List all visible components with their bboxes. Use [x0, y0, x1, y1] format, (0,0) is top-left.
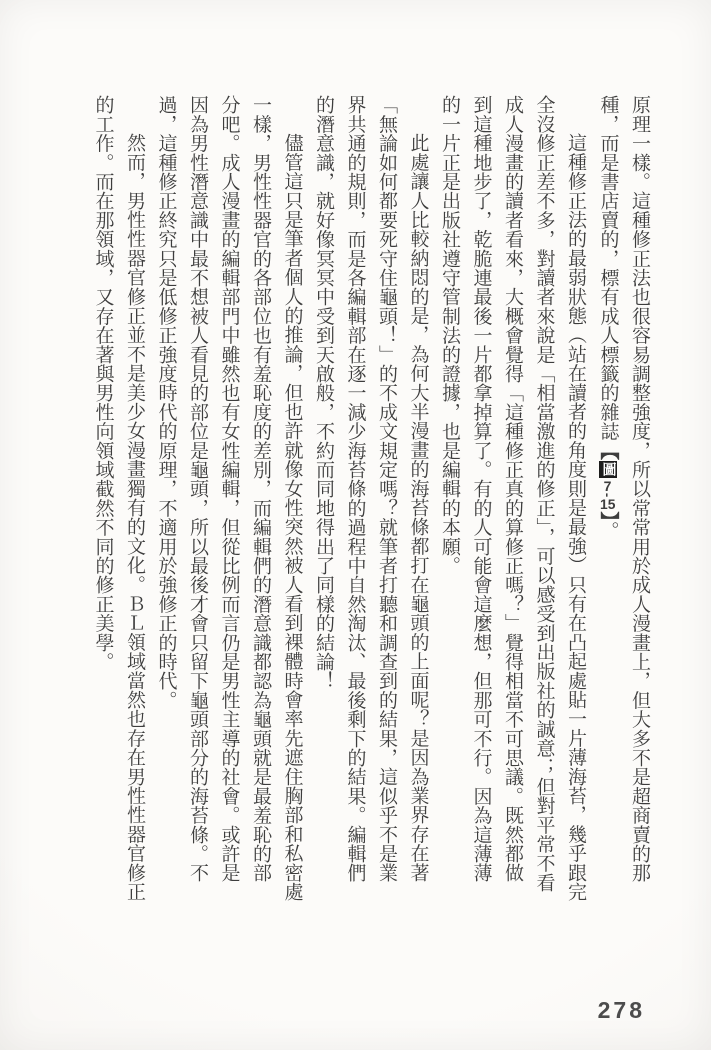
- figure-glyph: 圖: [600, 461, 616, 476]
- body-text: [87, 95, 655, 901]
- figure-number-minor: 15: [600, 497, 616, 512]
- paragraph: 這種修正法的最弱狀態（站在讀者的角度則是最強）只有在凸起處貼一片薄海苔，幾乎跟完全沒修正差不多，對讀者來說是「相當激進的修正」，可以感受到出版社的誠意；但對平常不看成人漫畫的讀者看來，大概會覺得「這種修正真的算修正嗎？」覺得相當不可思議。既然都做到這種地步了，乾脆連最後一片都拿掉算了。有的人可能會這麼想，但那可不行。因為這薄薄的一片正是出版社遵守管制法的證據，也是編輯的本願。: [439, 95, 586, 901]
- figure-ref-bracket-close: 】: [597, 511, 619, 521]
- figure-number-major: 7: [603, 478, 612, 493]
- paragraph: 原理一樣。這種修正法也很容易調整強度，所以常常用於成人漫畫上，但大多不是超商賣的那種，而是書店賣的，標有成人標籤的雜誌【圖7-15】。: [597, 95, 650, 883]
- figure-ref-bracket-open: 【: [597, 440, 619, 460]
- paragraph: 此處讓人比較納悶的是，為何大半漫畫的海苔條都打在龜頭的上面呢？是因為業界存在著「無論如何都要死守住龜頭！」的不成文規定嗎？就筆者打聽和調查到的結果，這似乎不是業界共通的規則，而是各編輯部在逐一減少海苔條的過程中自然淘汰、最後剩下的結果。編輯們的潛意識，就好像冥冥中受到天啟般，不約而同地得出了同樣的結論！: [313, 95, 429, 883]
- figure-number-dash: -: [600, 492, 616, 498]
- page-number: 278: [597, 997, 645, 1023]
- paragraph: 然而，男性性器官修正並不是美少女漫畫獨有的文化。ＢＬ領域當然也存在男性性器官修正的工作。而在那領域，又存在著與男性向領域截然不同的修正美學。: [92, 95, 145, 901]
- paragraph: 儘管這只是筆者個人的推論，但也許就像女性突然被人看到裸體時會率先遮住胸部和私密處一樣，男性性器官的各部位也有羞恥度的差別，而編輯們的潛意識都認為龜頭就是最羞恥的部分吧。成人漫畫的編輯部門中雖然也有女性編輯，但從比例而言仍是男性主導的社會。或許是因為男性潛意識中最不想被人看見的部位是龜頭，所以最後才會只留下龜頭部分的海苔條。不過，這種修正終究只是低修正強度時代的原理，不適用於強修正的時代。: [155, 95, 303, 901]
